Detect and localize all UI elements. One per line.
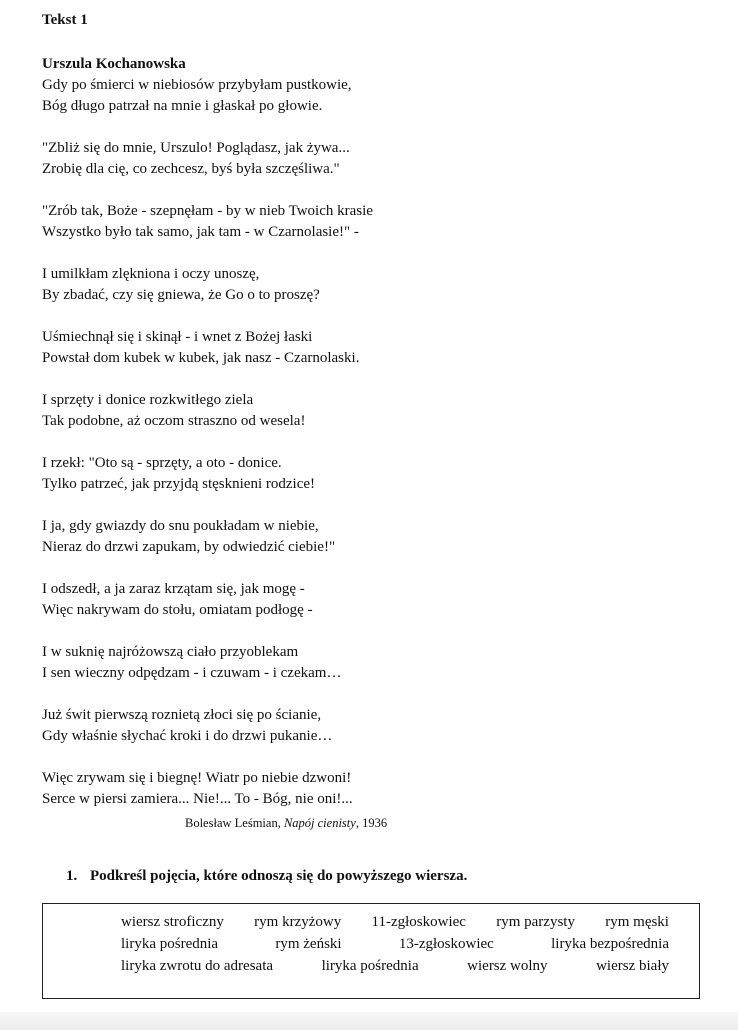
poem-line: Więc nakrywam do stołu, omiatam podłogę -: [42, 602, 313, 618]
option-term[interactable]: liryka bezpośrednia: [551, 936, 669, 952]
poem-stanza: [42, 579, 662, 621]
section-title: Tekst 1: [42, 12, 88, 28]
source-year: , 1936: [355, 816, 388, 830]
poem-line: Gdy po śmierci w niebiosów przybyłam pustkowie,: [42, 77, 352, 93]
option-term[interactable]: rym żeński: [275, 936, 342, 952]
poem-stanza: [42, 75, 662, 117]
poem-line: Serce w piersi zamiera... Nie!... To - Bóg, nie oni!...: [42, 791, 353, 807]
poem-stanza: [42, 138, 662, 180]
poem-line: Tak podobne, aż oczom straszno od wesela!: [42, 413, 306, 429]
poem-line: I w suknię najróżowszą ciało przyoblekam: [42, 644, 299, 660]
options-row: [121, 912, 669, 932]
poem: [42, 54, 662, 810]
question-number: 1.: [66, 868, 78, 884]
options-box: [42, 903, 700, 999]
poem-line: Bóg długo patrzał na mnie i głaskał po głowie.: [42, 98, 323, 114]
poem-line: Więc zrywam się i biegnę! Wiatr po niebie dzwoni!: [42, 770, 352, 786]
option-term[interactable]: wiersz biały: [596, 958, 669, 974]
option-term[interactable]: rym męski: [605, 914, 669, 930]
poem-stanza: [42, 516, 662, 558]
poem-line: I sen wieczny odpędzam - i czuwam - i czekam…: [42, 665, 342, 681]
options-row: [121, 956, 669, 976]
poem-line: I odszedł, a ja zaraz krzątam się, jak mogę -: [42, 581, 305, 597]
poem-line: Powstał dom kubek w kubek, jak nasz - Czarnolaski.: [42, 350, 360, 366]
poem-stanza: [42, 201, 662, 243]
poem-line: "Zbliż się do mnie, Urszulo! Poglądasz, jak żywa...: [42, 140, 350, 156]
poem-stanza: [42, 264, 662, 306]
poem-line: I rzekł: "Oto są - sprzęty, a oto - donice.: [42, 455, 282, 471]
poem-line: By zbadać, czy się gniewa, że Go o to proszę?: [42, 287, 320, 303]
poem-stanza: [42, 453, 662, 495]
question: [66, 866, 467, 886]
source-work: Napój cienisty: [283, 816, 356, 830]
poem-title: Urszula Kochanowska: [42, 56, 186, 72]
option-term[interactable]: rym krzyżowy: [254, 914, 342, 930]
poem-source: [185, 814, 387, 832]
question-text: Podkreśl pojęcia, które odnoszą się do powyższego wiersza.: [90, 868, 468, 884]
option-term[interactable]: liryka zwrotu do adresata: [121, 958, 274, 974]
poem-stanza: [42, 390, 662, 432]
option-term[interactable]: 11-zgłoskowiec: [371, 914, 466, 930]
option-term[interactable]: liryka pośrednia: [321, 958, 419, 974]
poem-line: I umilkłam zlękniona i oczy unoszę,: [42, 266, 260, 282]
poem-line: Tylko patrzeć, jak przyjdą stęsknieni rodzice!: [42, 476, 316, 492]
poem-line: Nieraz do drzwi zapukam, by odwiedzić ciebie!": [42, 539, 336, 555]
poem-line: "Zrób tak, Boże - szepnęłam - by w nieb Twoich krasie: [42, 203, 373, 219]
poem-line: I ja, gdy gwiazdy do snu poukładam w niebie,: [42, 518, 319, 534]
poem-line: Gdy właśnie słychać kroki i do drzwi pukanie…: [42, 728, 333, 744]
poem-stanza: [42, 768, 662, 810]
poem-stanza: [42, 705, 662, 747]
option-term[interactable]: wiersz wolny: [467, 958, 548, 974]
poem-stanza: [42, 327, 662, 369]
poem-stanza: [42, 642, 662, 684]
option-term[interactable]: wiersz stroficzny: [121, 914, 224, 930]
poem-line: Uśmiechnął się i skinął - i wnet z Bożej łaski: [42, 329, 313, 345]
option-term[interactable]: liryka pośrednia: [121, 936, 219, 952]
option-term[interactable]: 13-zgłoskowiec: [398, 936, 494, 952]
poem-line: Wszystko było tak samo, jak tam - w Czarnolasie!" -: [42, 224, 359, 240]
options-row: [121, 934, 669, 954]
poem-line: Już świt pierwszą roznietą złoci się po ścianie,: [42, 707, 322, 723]
viewer-bottom-edge: [0, 1012, 738, 1030]
source-author: Bolesław Leśmian,: [185, 816, 281, 830]
option-term[interactable]: rym parzysty: [496, 914, 575, 930]
poem-line: Zrobię dla cię, co zechcesz, byś była szczęśliwa.": [42, 161, 340, 177]
poem-line: I sprzęty i donice rozkwitłego ziela: [42, 392, 254, 408]
